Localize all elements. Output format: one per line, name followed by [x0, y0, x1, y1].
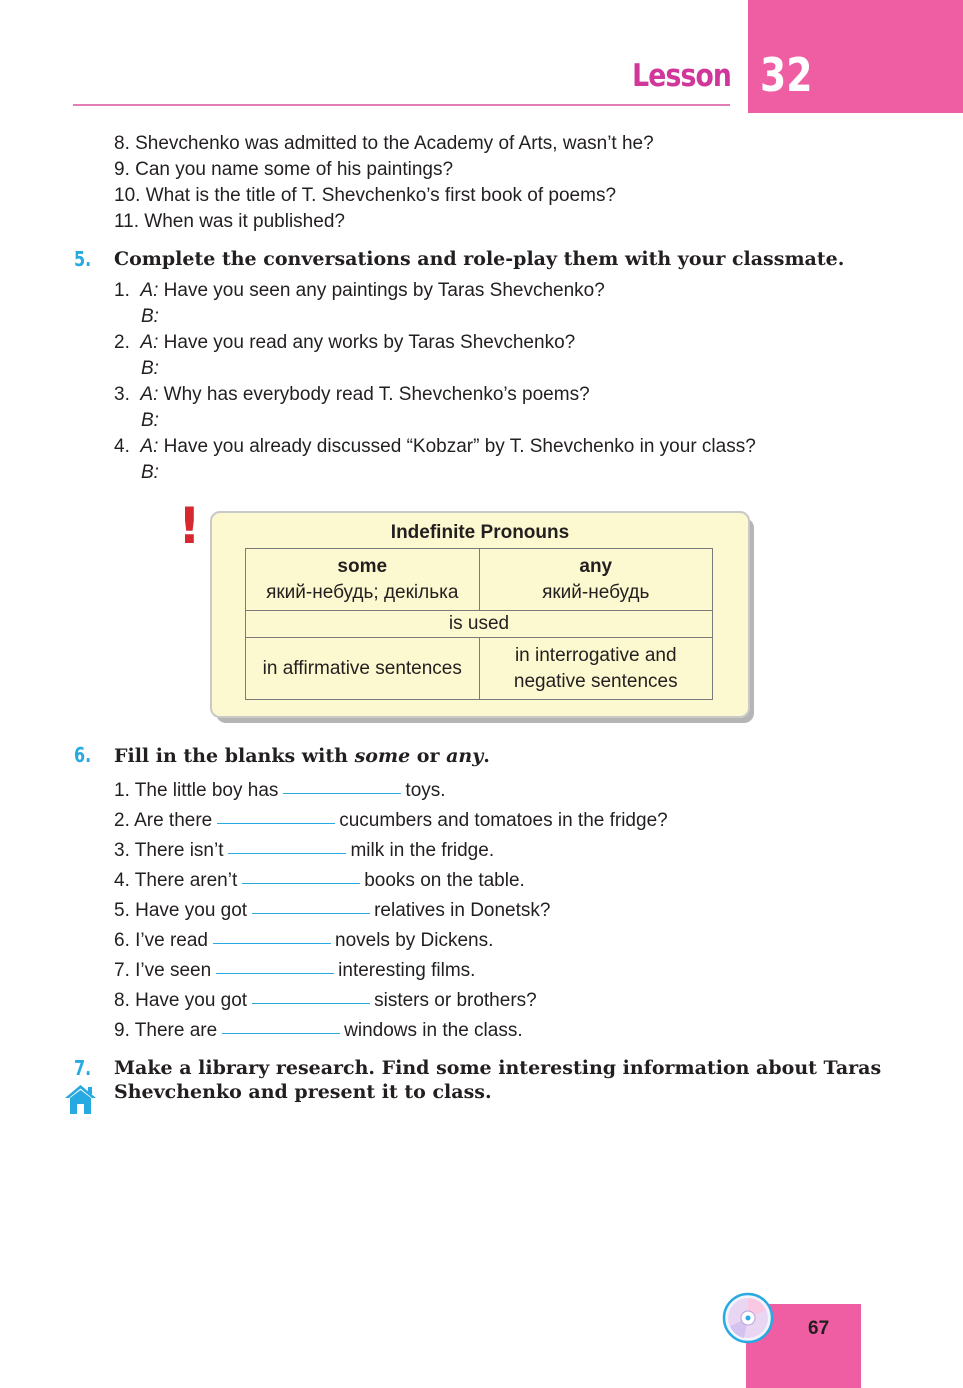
dialog-number: 3.	[114, 384, 130, 405]
exercise-5-number: 5.	[74, 247, 92, 271]
item-before: 5. Have you got	[114, 900, 248, 921]
blank-field[interactable]	[242, 882, 360, 884]
dialog-text: Have you read any works by Taras Shevchenko?	[163, 332, 576, 353]
dialog-2-b: B:	[141, 358, 159, 379]
speaker-a: A:	[140, 384, 159, 405]
interrogative-line-2: negative sentences	[513, 670, 678, 692]
exercise-6-title	[114, 744, 490, 768]
question-8: 8. Shevchenko was admitted to the Academy of Arts, wasn’t he?	[114, 133, 654, 154]
item-before: 3. There isn’t	[114, 840, 224, 861]
dialog-number: 2.	[114, 332, 130, 353]
pronoun-table	[245, 548, 713, 700]
dialog-number: 1.	[114, 280, 130, 301]
dialog-text: Have you seen any paintings by Taras Shevchenko?	[163, 280, 605, 301]
blank-field[interactable]	[216, 972, 334, 974]
item-after: novels by Dickens.	[335, 930, 494, 951]
title-some: some	[354, 745, 411, 767]
some-translation: який-небудь; декілька	[266, 581, 459, 603]
table-cell-is-used: is used	[246, 611, 713, 638]
exercise-7-title-line-2: Shevchenko and present it to class.	[114, 1081, 492, 1103]
exercise-5-title: Complete the conversations and role-play them with your classmate.	[114, 248, 845, 270]
page-number: 67	[808, 1318, 830, 1339]
blank-field[interactable]	[213, 942, 331, 944]
blank-field[interactable]	[222, 1032, 340, 1034]
fill-item-9	[114, 1020, 523, 1042]
dialog-3-a	[114, 384, 590, 406]
cd-icon	[722, 1292, 774, 1344]
title-text: .	[483, 745, 490, 767]
item-before: 6. I’ve read	[114, 930, 208, 951]
table-cell-some	[246, 549, 480, 611]
fill-item-2	[114, 810, 668, 832]
item-after: windows in the class.	[344, 1020, 523, 1041]
title-any: any	[446, 745, 484, 767]
any-heading: any	[579, 555, 613, 577]
item-after: interesting films.	[338, 960, 476, 981]
item-before: 1. The little boy has	[114, 780, 279, 801]
dialog-number: 4.	[114, 436, 130, 457]
lesson-label: Lesson	[632, 58, 731, 94]
speaker-a: A:	[140, 436, 159, 457]
house-icon	[64, 1083, 97, 1115]
fill-item-8	[114, 990, 537, 1012]
dialog-2-a	[114, 332, 575, 354]
exercise-7-title-line-1: Make a library research. Find some interesting information about Taras	[114, 1057, 882, 1079]
table-cell-interrogative	[479, 638, 713, 700]
dialog-3-b: B:	[141, 410, 159, 431]
fill-item-7	[114, 960, 475, 982]
item-after: toys.	[405, 780, 446, 801]
item-before: 7. I’ve seen	[114, 960, 212, 981]
dialog-4-a	[114, 436, 756, 458]
title-text: or	[410, 745, 447, 767]
dialog-text: Why has everybody read T. Shevchenko’s poems?	[163, 384, 590, 405]
question-11: 11. When was it published?	[114, 211, 345, 232]
item-after: cucumbers and tomatoes in the fridge?	[339, 810, 668, 831]
lesson-number-box	[748, 0, 963, 113]
item-before: 8. Have you got	[114, 990, 248, 1011]
interrogative-line-1: in interrogative and	[514, 644, 677, 666]
item-after: sisters or brothers?	[374, 990, 537, 1011]
fill-item-4	[114, 870, 525, 892]
item-before: 2. Are there	[114, 810, 213, 831]
dialog-text: Have you already discussed “Kobzar” by T. Shevchenko in your class?	[163, 436, 756, 457]
note-title: Indefinite Pronouns	[390, 522, 570, 543]
some-heading: some	[337, 555, 388, 577]
speaker-a: A:	[140, 280, 159, 301]
table-cell-any	[479, 549, 713, 611]
fill-item-1	[114, 780, 446, 802]
header-rule	[73, 104, 730, 106]
fill-item-5	[114, 900, 550, 922]
item-after: relatives in Donetsk?	[374, 900, 551, 921]
any-translation: який-небудь	[542, 581, 650, 603]
dialog-1-b: B:	[141, 306, 159, 327]
exercise-6-number: 6.	[74, 743, 92, 767]
item-before: 9. There are	[114, 1020, 218, 1041]
item-after: milk in the fridge.	[350, 840, 495, 861]
fill-item-3	[114, 840, 494, 862]
item-before: 4. There aren’t	[114, 870, 238, 891]
dialog-4-b: B:	[141, 462, 159, 483]
exercise-7-number: 7.	[74, 1056, 92, 1080]
speaker-a: A:	[140, 332, 159, 353]
blank-field[interactable]	[283, 792, 401, 794]
item-after: books on the table.	[364, 870, 525, 891]
lesson-number: 32	[760, 48, 813, 102]
exclamation-icon: !	[178, 497, 201, 555]
title-text: Fill in the blanks with	[114, 745, 355, 767]
blank-field[interactable]	[252, 912, 370, 914]
blank-field[interactable]	[217, 822, 335, 824]
table-cell-affirmative: in affirmative sentences	[246, 638, 480, 700]
question-9: 9. Can you name some of his paintings?	[114, 159, 454, 180]
question-10: 10. What is the title of T. Shevchenko’s first book of poems?	[114, 185, 617, 206]
dialog-1-a	[114, 280, 605, 302]
blank-field[interactable]	[228, 852, 346, 854]
blank-field[interactable]	[252, 1002, 370, 1004]
fill-item-6	[114, 930, 493, 952]
